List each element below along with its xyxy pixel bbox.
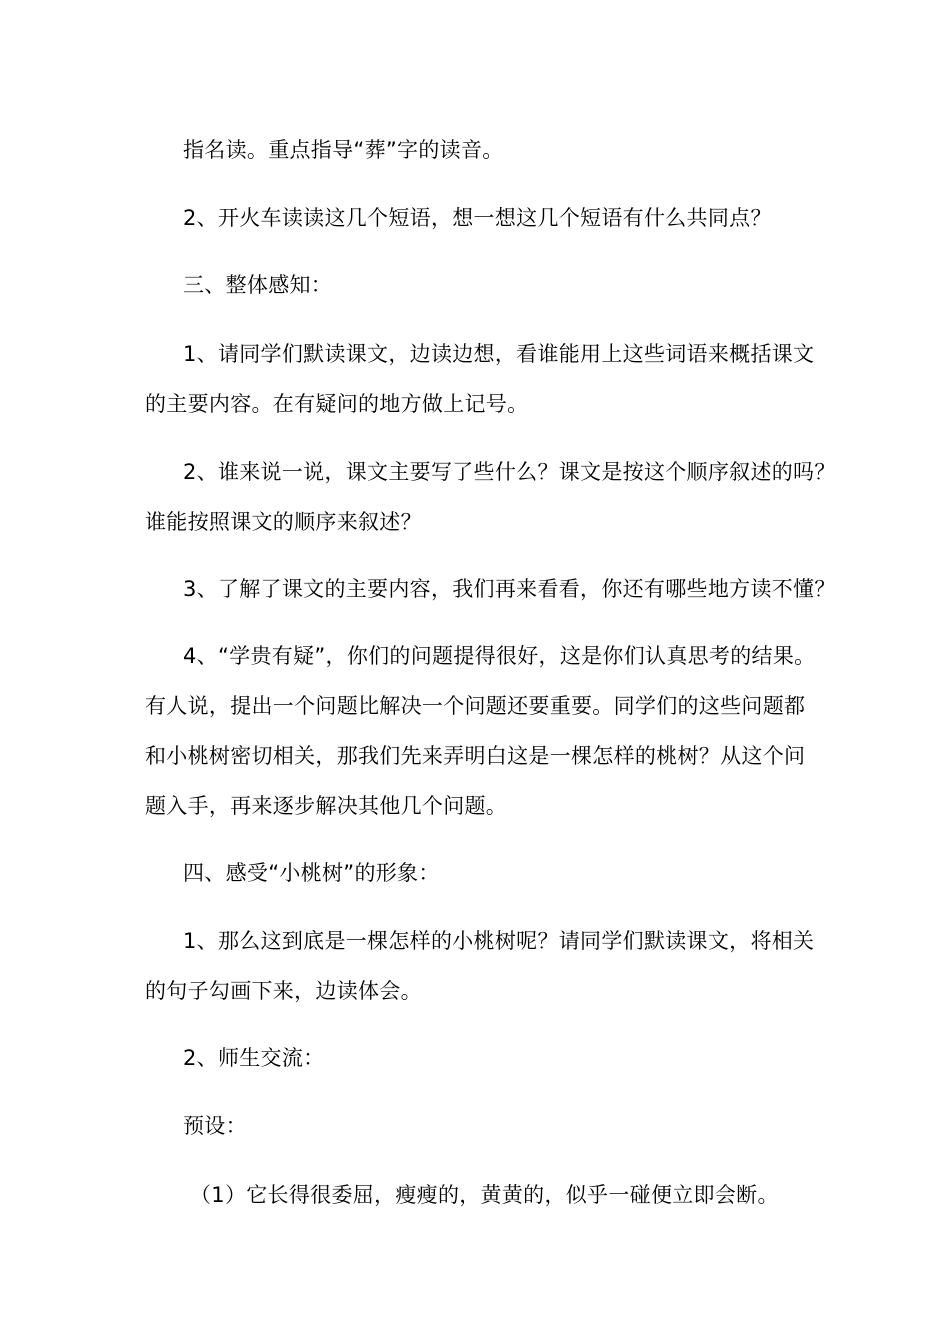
section-heading: 三、整体感知： bbox=[183, 273, 333, 297]
paragraph-line: 的句子勾画下来，边读体会。 bbox=[145, 979, 422, 1003]
paragraph-line: 2、开火车读读这几个短语，想一想这几个短语有什么共同点？ bbox=[183, 206, 772, 230]
section-heading: 四、感受“小桃树”的形象： bbox=[183, 861, 440, 885]
paragraph-line: 预设： bbox=[183, 1114, 247, 1138]
paragraph-line: 1、那么这到底是一棵怎样的小桃树呢？请同学们默读课文，将相关 bbox=[183, 929, 815, 953]
paragraph-line: 1、请同学们默读课文，边读边想，看谁能用上这些词语来概括课文 bbox=[183, 342, 815, 366]
paragraph-line: 题入手，再来逐步解决其他几个问题。 bbox=[145, 794, 508, 818]
paragraph-line: 2、师生交流： bbox=[183, 1046, 325, 1070]
paragraph-line: 4、“学贵有疑”，你们的问题提得很好，这是你们认真思考的结果。 bbox=[183, 644, 816, 668]
paragraph-line: 的主要内容。在有疑问的地方做上记号。 bbox=[145, 392, 529, 416]
paragraph-line: 3、了解了课文的主要内容，我们再来看看，你还有哪些地方读不懂？ bbox=[183, 577, 836, 601]
paragraph-line: （1）它长得很委屈，瘦瘦的，黄黄的，似乎一碰便立即会断。 bbox=[190, 1183, 779, 1207]
paragraph-line: 谁能按照课文的顺序来叙述？ bbox=[145, 510, 422, 534]
paragraph-line: 指名读。重点指导“葬”字的读音。 bbox=[183, 138, 504, 162]
paragraph-line: 有人说，提出一个问题比解决一个问题还要重要。同学们的这些问题都 bbox=[145, 694, 806, 718]
paragraph-line: 和小桃树密切相关，那我们先来弄明白这是一棵怎样的桃树？从这个问 bbox=[145, 744, 806, 768]
paragraph-line: 2、谁来说一说，课文主要写了些什么？课文是按这个顺序叙述的吗？ bbox=[183, 460, 836, 484]
